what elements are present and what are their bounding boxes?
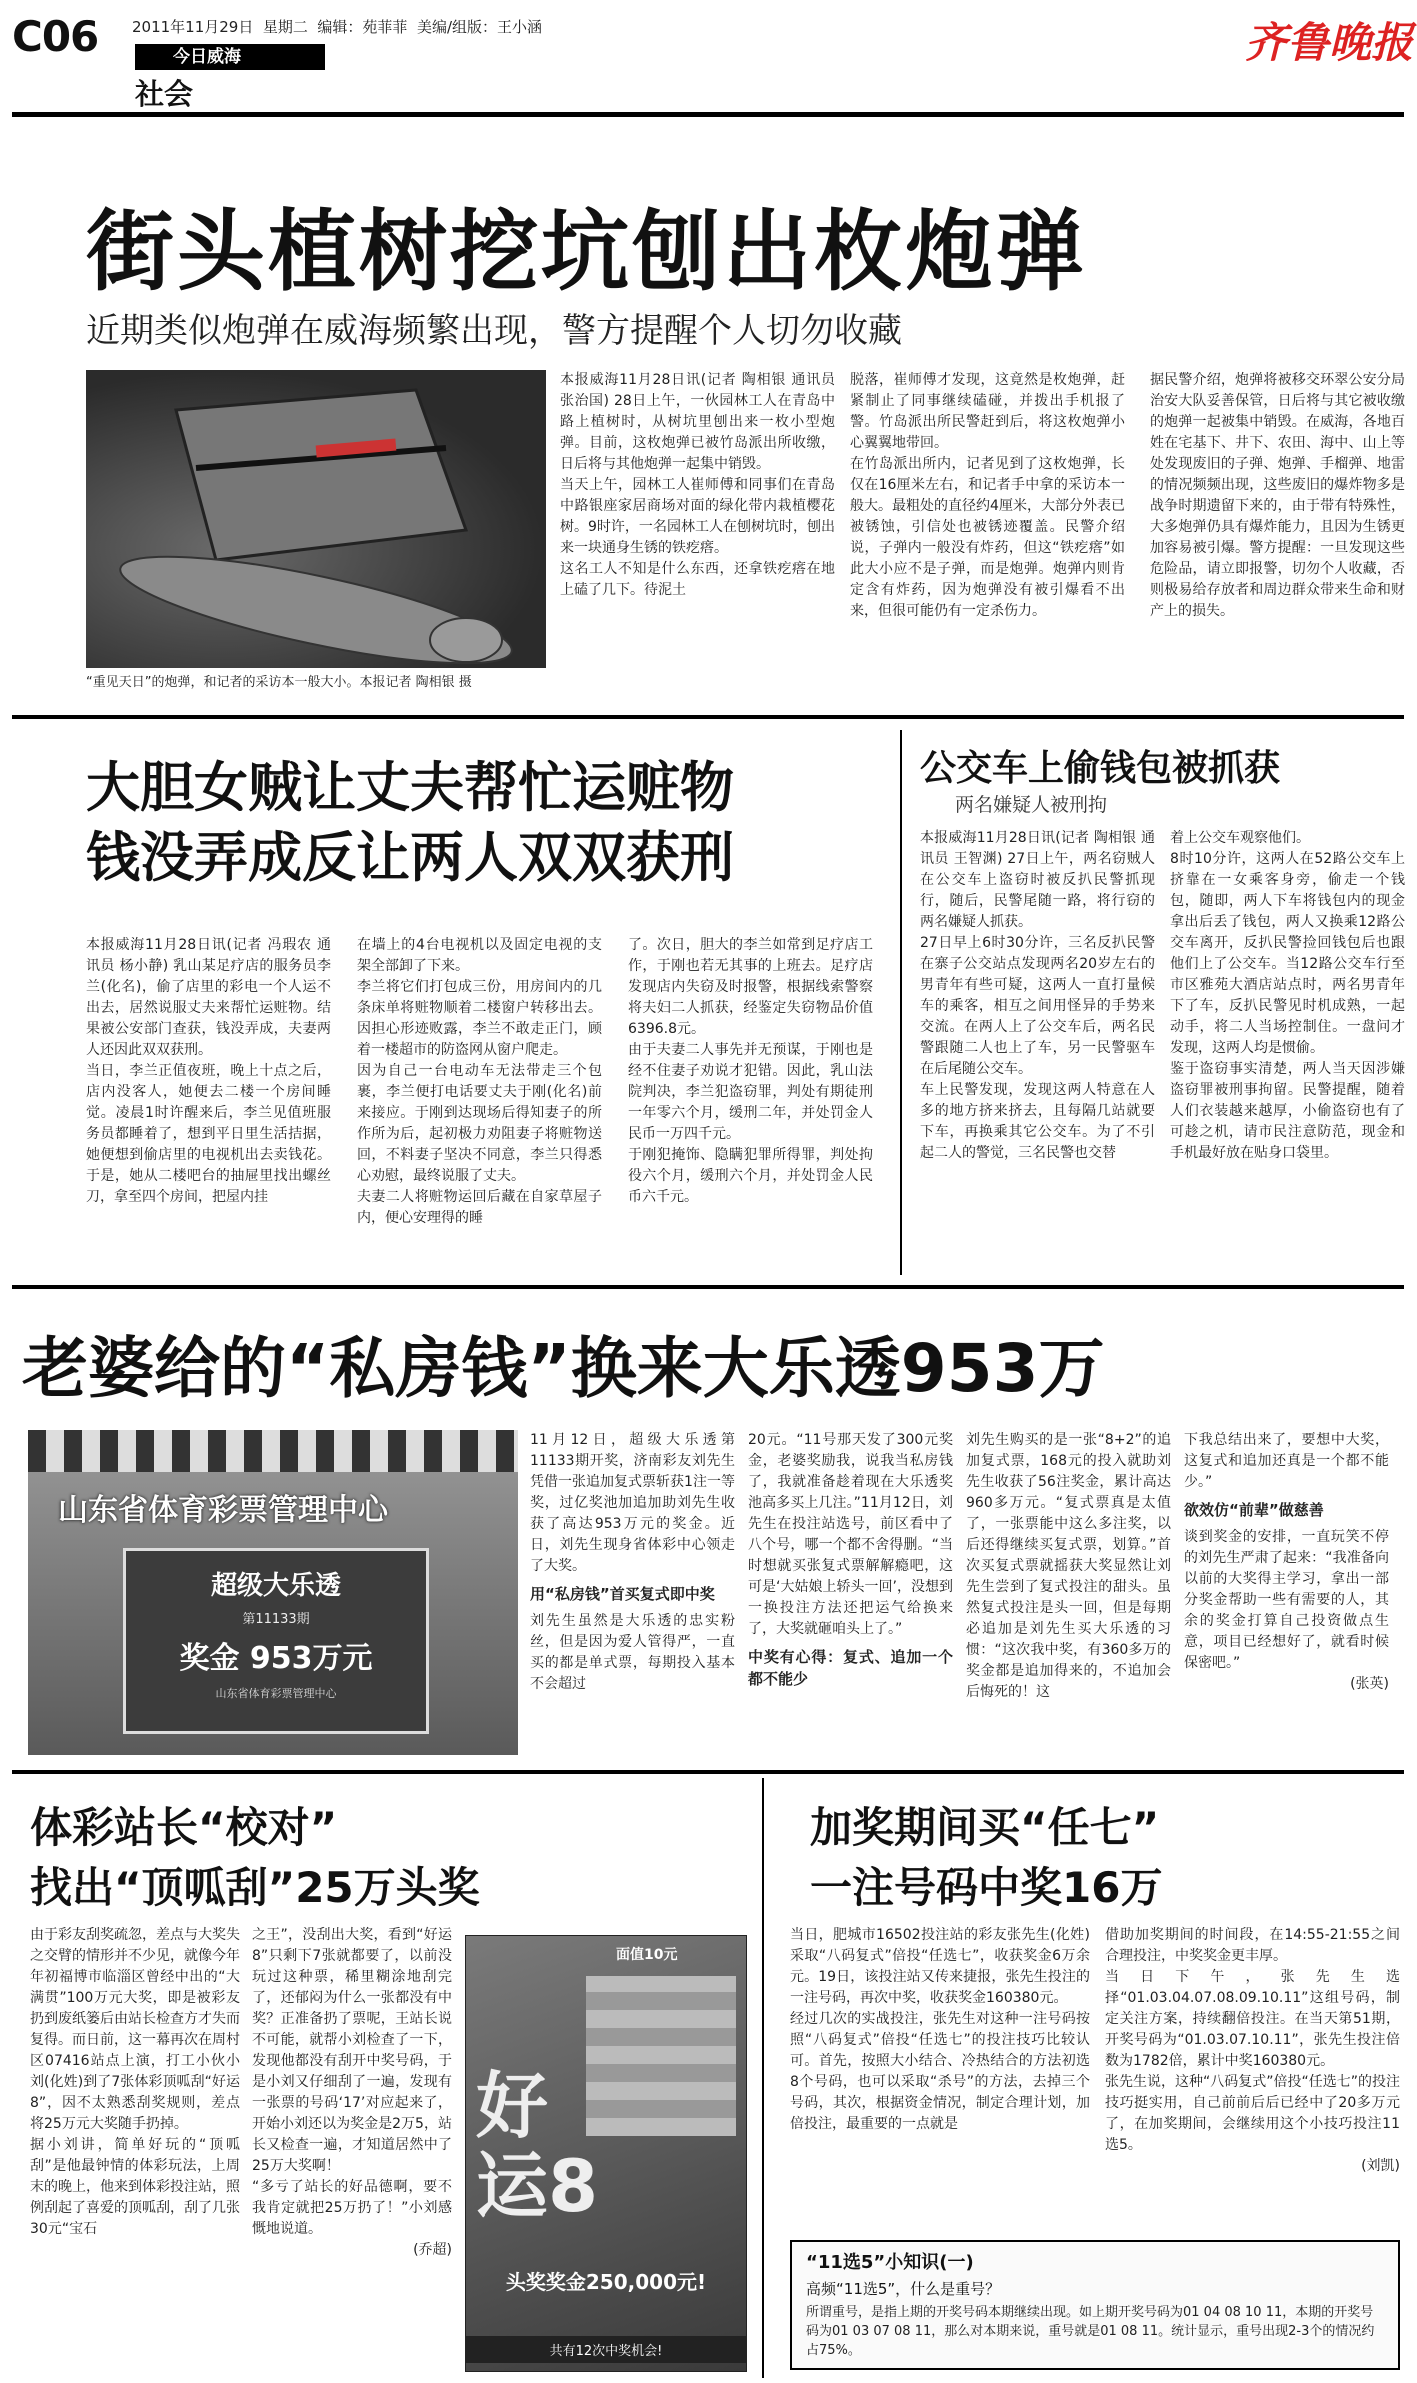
article6-column-1: 当日，肥城市16502投注站的彩友张先生(化姓)采取“八码复式”倍投“任选七”，收获奖金6万余元。19日，该投注站又传来捷报，张先生投注的一注号码，再次中奖，收获奖金160380元。 经过几次的实战投注，张先生对这种一注号码按照“八码复式”倍投“任选七”的投注技巧比较认可。首先，按照大小结合、冷热结合的方法初选8个号码，也可以采取“杀号”的方法，去掉三个号码，其次，根据资金情况，制定合理计划，加倍投注，最重要的一点就是 — [790, 1927, 1090, 2132]
article4-col4-subhead: 欲效仿“前辈”做慈善 — [1184, 1501, 1324, 1519]
article1-column-1: 本报威海11月28日讯(记者 陶相银 通讯员 张治国) 28日上午，一伙园林工人在青岛中路上植树时，从树坑里刨出来一枚小型炮弹。目前，这枚炮弹已被竹岛派出所收缴，日后将与其他炮弹一起集中销毁。 当天上午，园林工人崔师傅和同事们在青岛中路银座家居商场对面的绿化带内栽植樱花树。9时许，一名园林工人在刨树坑时，刨出来一块通身生锈的铁疙瘩。 这名工人不知是什么东西，还拿铁疙瘩在地上磕了几下。待泥土 — [560, 372, 835, 598]
article4-column-2 — [748, 1430, 953, 1760]
board-org: 山东省体育彩票管理中心 — [215, 1687, 337, 1700]
article3-title: 公交车上偷钱包被抓获 — [920, 748, 1281, 789]
article3-column-2: 着上公交车观察他们。 8时10分许，这两人在52路公交车上挤靠在一女乘客身旁，偷走一个钱包，随即，两人下车将钱包内的现金拿出后丢了钱包，两人又换乘12路公交车离开，反扒民警捡回钱包后也跟他们上了公交车。当12路公交车行至市区雅苑大酒店站点时，两名男青年下了车，反扒民警见时机成熟，一起动手，将二人当场控制住。一盘问才发现，这两人均是惯偷。 鉴于盗窃事实清楚，两人当天因涉嫌盗窃罪被刑事拘留。民警提醒，随着人们衣装越来越厚，小偷盗窃也有了可趁之机，请市民注意防范，现金和手机最好放在贴身口袋里。 — [1170, 830, 1405, 1161]
page-code: C06 — [12, 12, 99, 61]
article6-title-line2: 一注号码中奖16万 — [810, 1863, 1163, 1912]
photo-prize-board — [123, 1548, 429, 1734]
article5-title-line1: 体彩站长“校对” — [30, 1803, 338, 1852]
article4-col2-text: 20元。“11号那天发了300元奖金，老婆奖励我，说我当私房钱了，我就准备趁着现在大乐透奖池高多买上几注。”11月12日，刘先生在投注站选号，前区看中了八个号，哪一个都不舍得删。“当时想就买张复式票解解瘾吧，这可是‘大姑娘上轿头一回’，没想到一换投注方法还把运气给换来了，大奖就砸咱头上了。” — [748, 1432, 953, 1637]
article5-col2-text: 之王”，没刮出大奖，看到“好运8”只剩下7张就都要了，以前没玩过这种票，稀里糊涂地刮完了，还郁闷为什么一张都没有中奖？正准备扔了票呢，王站长说不可能，就帮小刘检查了一下，发现他都没有刮开中奖号码，于是小刘又仔细刮了一遍，发现有一张票的号码‘17’对应起来了，开始小刘还以为奖金是2万5，站长又检查一遍，才知道居然中了25万大奖啊！ “多亏了站长的好品德啊，要不我肯定就把25万扔了！”小刘感慨地说道。 — [252, 1927, 452, 2237]
article2-title-line2: 钱没弄成反让两人双双获刑 — [86, 826, 734, 889]
divider-vertical — [762, 1778, 764, 2378]
article4-col1-tail: 刘先生虽然是大乐透的忠实粉丝，但是因为爱人管得严，一直买的都是单式票，每期投入基本不会超过 — [530, 1613, 735, 1692]
ticket-title: 好运8 — [476, 2064, 599, 2228]
article4-col1-subhead: 用“私房钱”首买复式即中奖 — [530, 1585, 715, 1603]
article4-col4-text: 下我总结出来了，要想中大奖，这复式和追加还真是一个都不能少。” — [1184, 1432, 1389, 1490]
page-meta: 2011年11月29日 星期二 编辑：苑菲菲 美编/组版：王小涵 — [132, 18, 543, 36]
article2-column-1: 本报威海11月28日讯(记者 冯瑕农 通讯员 杨小静) 乳山某足疗店的服务员李兰(化名)，偷了店里的彩电一个人运不出去，居然说服丈夫来帮忙运赃物。结果被公安部门查获，钱没弄成，夫妻两人还因此双双获刑。 当日，李兰正值夜班，晚上十点之后，店内没客人，她便去二楼一个房间睡觉。凌晨1时许醒来后，李兰见值班服务员都睡着了，想到平日里生活拮据，她便想到偷店里的电视机出去卖钱花。于是，她从二楼吧台的抽屉里找出螺丝刀，拿至四个房间，把屋内挂 — [86, 937, 331, 1205]
divider-2 — [12, 1285, 1404, 1289]
article5-column-1: 由于彩友刮奖疏忽，差点与大奖失之交臂的情形并不少见，就像今年年初福博市临淄区曾经中出的“大满贯”100万元大奖，即是被彩友扔到废纸篓后由站长检查方才失而复得。而日前，这一幕再次在周村区07416站点上演，打工小伙小刘(化姓)到了7张体彩顶呱刮“好运8”，因不太熟悉刮奖规则，差点将25万元大奖随手扔掉。 据小刘讲，简单好玩的“顶呱刮”是他最钟情的体彩玩法，上周末的晚上，他来到体彩投注站，照例刮起了喜爱的顶呱刮，刮了几张30元“宝石 — [30, 1927, 240, 2237]
article4-column-1 — [530, 1430, 735, 1760]
board-issue: 第11133期 — [242, 1612, 310, 1627]
article4-column-3: 刘先生购买的是一张“8+2”的追加复式票，168元的投入就助刘先生收获了56注奖金，累计高达960多万元。“复式票真是太值了，一张票能中这么多注奖，以后还得继续买复式票，划算。”首次买复式票就摇获大奖显然让刘先生尝到了复式投注的甜头。虽然复式投注是头一回，但是每期必追加是刘先生买大乐透的习惯：“这次我中奖，有360多万的奖金都是追加得来的，不追加会后悔死的！这 — [966, 1432, 1171, 1700]
brand-logo: 齐鲁晚报 — [1245, 18, 1414, 67]
article4-col2-subhead: 中奖有心得：复式、追加一个都不能少 — [748, 1648, 953, 1688]
article1-subtitle: 近期类似炮弹在威海频繁出现，警方提醒个人切勿收藏 — [86, 311, 902, 351]
board-title: 超级大乐透 — [210, 1571, 341, 1601]
header-rule — [12, 112, 1404, 117]
article4-title: 老婆给的“私房钱”换来大乐透953万 — [22, 1330, 1105, 1407]
article1-column-2: 脱落，崔师傅才发现，这竟然是枚炮弹，赶紧制止了同事继续磕碰，并拨出手机报了警。竹岛派出所民警赶到后，将这枚炮弹小心翼翼地带回。 在竹岛派出所内，记者见到了这枚炮弹，长仅在16厘米左右，和记者手中拿的采访本一般大。最粗处的直径约4厘米，大部分外表已被锈蚀，引信处也被锈迹覆盖。民警介绍说，子弹内一般没有炸药，但这“铁疙瘩”如此大小应不是子弹，而是炮弹。炮弹内则肯定含有炸药，因为炮弹没有被引爆看不出来，但很可能仍有一定杀伤力。 — [850, 372, 1125, 619]
article1-photo — [86, 370, 546, 668]
article4-byline: (张英) — [1350, 1676, 1389, 1692]
article6-column-2 — [1105, 1925, 1400, 2235]
article5-byline: (乔超) — [413, 2242, 452, 2258]
board-prize: 奖金 953万元 — [179, 1641, 373, 1676]
shell-and-notebook-illustration — [86, 370, 546, 668]
knowledge-box-title: “11选5”小知识(一) — [806, 2252, 974, 2273]
photo-flags — [28, 1430, 518, 1472]
article6-col2-text: 借助加奖期间的时间段，在14:55-21:55之间合理投注，中奖奖金更丰厚。 当日下午，张先生选择“01.03.04.07.08.09.10.11”这组号码，制定关注方案，持续翻倍投注。在当天第51期，开奖号码为“01.03.07.10.11”，张先生投注倍数为1782倍，累计中奖160380元。 张先生说，这种“八码复式”倍投“任选七”的投注技巧挺实用，自己前前后后已经中了20多万元了，在加奖期间，会继续用这个小技巧投注11选5。 — [1105, 1927, 1400, 2153]
article1-caption: “重见天日”的炮弹，和记者的采访本一般大小。本报记者 陶相银 摄 — [86, 675, 472, 690]
article1-title: 街头植树挖坑刨出枚炮弹 — [86, 200, 1088, 303]
article3-subtitle: 两名嫌疑人被刑拘 — [955, 794, 1108, 816]
article2-title-line1: 大胆女贼让丈夫帮忙运赃物 — [86, 756, 734, 819]
article4-col1-text: 11月12日，超级大乐透第11133期开奖，济南彩友刘先生凭借一张追加复式票斩获1注一等奖，过亿奖池加追加助刘先生收获了高达953万元的奖金。近日，刘先生现身省体彩中心领走了大奖。 — [530, 1432, 735, 1574]
knowledge-box-question: 高频“11选5”，什么是重号？ — [806, 2280, 1001, 2298]
ticket-footer: 共有12次中奖机会! — [466, 2336, 746, 2363]
article5-title-line2: 找出“顶呱刮”25万头奖 — [30, 1863, 480, 1912]
section-title: 社会 — [135, 77, 194, 111]
article3-column-1: 本报威海11月28日讯(记者 陶相银 通讯员 王智渊) 27日上午，两名窃贼人在公交车上盗窃时被反扒民警抓现行，随后，民警尾随一路，将行窃的两名嫌疑人抓获。 27日早上6时30分许，三名反扒民警在寨子公交站点发现两名20岁左右的男青年有些可疑，这两人一直打量候车的乘客，相互之间用怪异的手势来交流。在两人上了公交车后，两名民警跟随二人也上了车，另一民警驱车在后尾随公交车。 车上民警发现，发现这两人特意在人多的地方挤来挤去，且每隔几站就要下车，再换乘其它公交车。为了不引起二人的警觉，三名民警也交替 — [920, 830, 1155, 1161]
divider-3 — [12, 1770, 1404, 1774]
article4-col4-tail: 谈到奖金的安排，一直玩笑不停的刘先生严肃了起来：“我准备向以前的大奖得主学习，拿出一部分奖金帮助一些有需要的人，其余的奖金打算自己投资做点生意，项目已经想好了，就看时候保密吧。” — [1184, 1529, 1389, 1671]
section-tag: 今日威海 — [135, 44, 325, 70]
article2-column-2: 在墙上的4台电视机以及固定电视的支架全部卸了下来。 李兰将它们打包成三份，用房间内的几条床单将赃物顺着二楼窗户转移出去。因担心形迹败露，李兰不敢走正门，顾着一楼超市的防盗网从窗户爬走。 因为自己一台电动车无法带走三个包裹，李兰便打电话要丈夫于刚(化名)前来接应。于刚到达现场后得知妻子的所作所为后，起初极力劝阻妻子将赃物送回，不料妻子坚决不同意，李兰只得悉心劝慰，最终说服了丈夫。 夫妻二人将赃物运回后藏在自家草屋子内，便心安理得的睡 — [357, 937, 602, 1226]
article2-column-3: 了。次日，胆大的李兰如常到足疗店工作，于刚也若无其事的上班去。足疗店发现店内失窃及时报警，根据线索警察将夫妇二人抓获，经鉴定失窃物品价值6396.8元。 由于夫妻二人事先并无预谋，于刚也是经不住妻子劝说才犯错。因此，乳山法院判决，李兰犯盗窃罪，判处有期徒刑一年零六个月，缓刑二年，并处罚金人民币一万四千元。 于刚犯掩饰、隐瞒犯罪所得罪，判处拘役六个月，缓刑六个月，并处罚金人民币六千元。 — [628, 937, 873, 1205]
article5-column-2 — [252, 1925, 452, 2365]
photo-wall-sign: 山东省体育彩票管理中心 — [58, 1493, 388, 1528]
ticket-price: 面值10元 — [616, 1947, 678, 1963]
article6-title-line1: 加奖期间买“任七” — [810, 1803, 1160, 1852]
knowledge-box-answer: 所谓重号，是指上期的开奖号码本期继续出现。如上期开奖号码为01 04 08 10 11，本期的开奖号码为01 03 07 08 11，那么对本期来说，重号就是01 08 11。统计显示，重号出现2-3个的情况约占75%。 — [806, 2305, 1375, 2358]
knowledge-box — [790, 2240, 1400, 2370]
article6-byline: (刘凯) — [1361, 2158, 1400, 2174]
article1-column-3: 据民警介绍，炮弹将被移交环翠公安分局治安大队妥善保管，日后将与其它被收缴的炮弹一起被集中销毁。在威海，各地百姓在宅基下、井下、农田、海中、山上等处发现废旧的子弹、炮弹、手榴弹、地雷的情况频频出现，这些废旧的爆炸物多是战争时期遗留下来的，由于带有特殊性，大多炮弹仍具有爆炸能力，且因为生锈更加容易被引爆。警方提醒：一旦发现这些危险品，请立即报警，切勿个人收藏，否则极易给存放者和周边群众带来生命和财产上的损失。 — [1150, 372, 1405, 619]
divider-1 — [12, 715, 1404, 719]
article5-ticket-photo — [465, 1935, 747, 2372]
article4-photo — [28, 1430, 518, 1755]
ticket-prize: 头奖奖金250,000元! — [505, 2270, 707, 2294]
article4-column-4 — [1184, 1430, 1389, 1760]
